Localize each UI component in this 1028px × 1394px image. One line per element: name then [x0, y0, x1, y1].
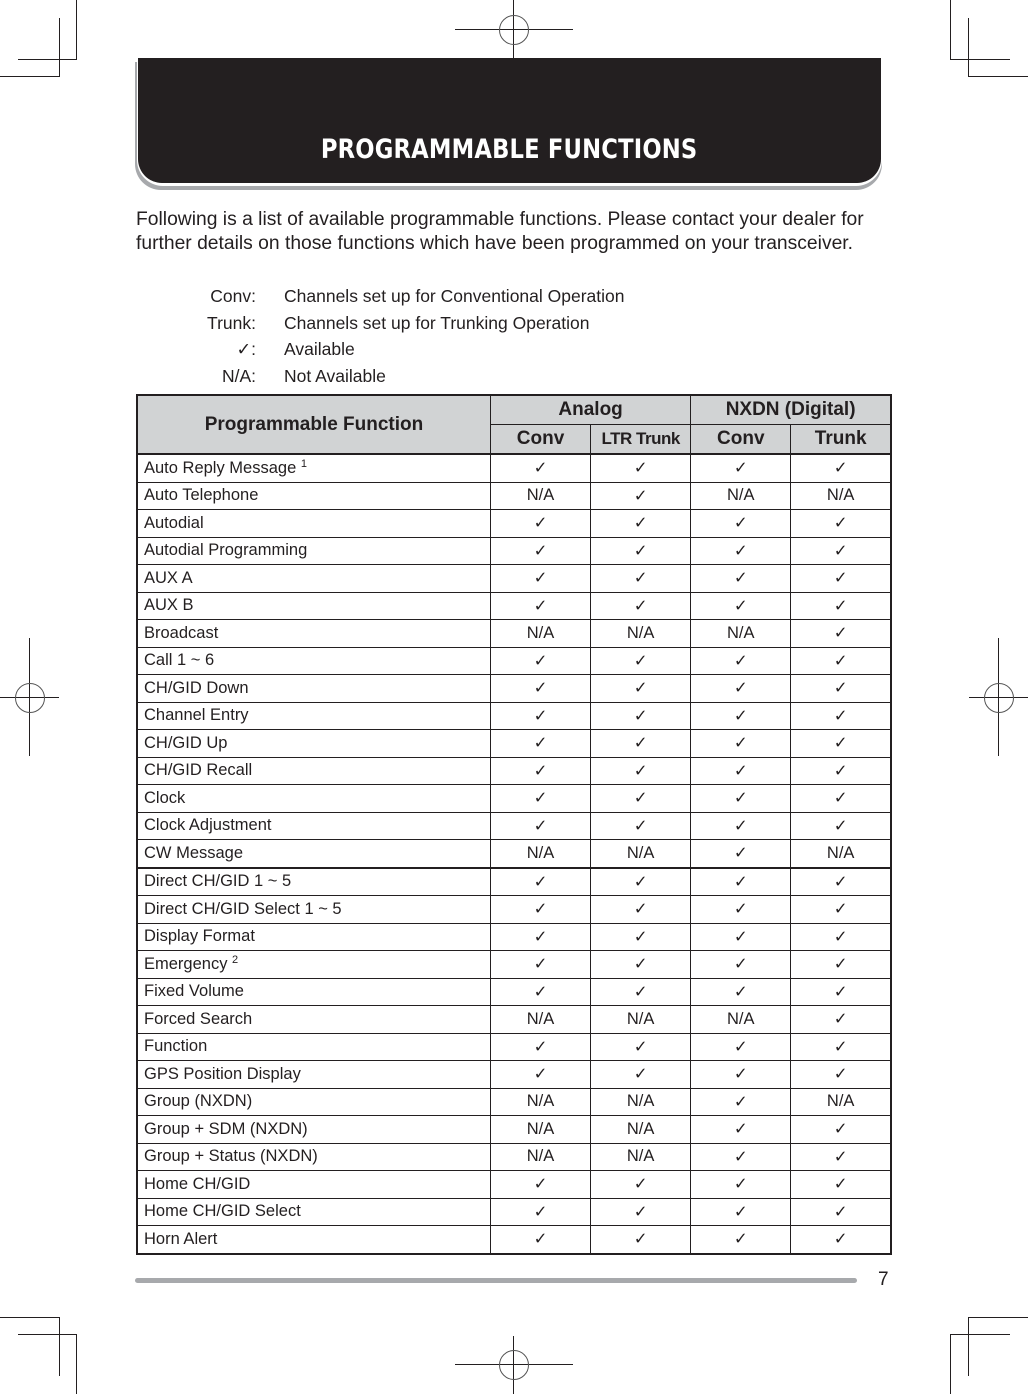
checkmark-icon: ✓ — [591, 454, 691, 482]
checkmark-icon: ✓ — [490, 565, 590, 593]
registration-circle-icon — [499, 1350, 529, 1380]
function-name: Display Format — [144, 927, 255, 946]
legend-item — [136, 283, 625, 310]
checkmark-icon: ✓ — [490, 923, 590, 951]
checkmark-icon: ✓ — [791, 454, 891, 482]
checkmark-icon: ✓ — [490, 1061, 590, 1089]
function-name-cell — [137, 1088, 490, 1116]
footnote-marker: 2 — [232, 953, 239, 966]
function-name: Forced Search — [144, 1009, 253, 1028]
legend-item — [136, 363, 625, 390]
function-name: Direct CH/GID Select 1 ~ 5 — [144, 899, 342, 918]
function-name: CW Message — [144, 843, 244, 862]
checkmark-icon: ✓ — [591, 730, 691, 758]
checkmark-icon: ✓ — [691, 454, 791, 482]
crop-mark — [950, 1334, 1010, 1335]
table-row — [137, 647, 891, 675]
table-row — [137, 812, 891, 840]
not-available-cell: N/A — [691, 620, 791, 648]
checkmark-icon: ✓ — [791, 537, 891, 565]
footer-rule — [135, 1278, 857, 1283]
checkmark-icon: ✓ — [691, 510, 791, 538]
checkmark-icon: ✓ — [691, 537, 791, 565]
checkmark-icon: ✓ — [591, 757, 691, 785]
checkmark-icon: ✓ — [791, 1226, 891, 1254]
checkmark-icon: ✓ — [490, 978, 590, 1006]
checkmark-icon: ✓ — [691, 757, 791, 785]
checkmark-icon: ✓ — [791, 1171, 891, 1199]
function-name: Auto Reply Message — [144, 458, 297, 477]
function-name-cell — [137, 840, 490, 868]
legend-value: Channels set up for Trunking Operation — [284, 312, 590, 333]
table-body — [137, 454, 891, 1254]
checkmark-icon: ✓ — [591, 978, 691, 1006]
table-row — [137, 1088, 891, 1116]
function-name: Emergency — [144, 954, 228, 973]
checkmark-icon: ✓ — [791, 923, 891, 951]
checkmark-icon: ✓ — [791, 1061, 891, 1089]
function-name-cell — [137, 482, 490, 510]
crop-mark — [18, 1334, 77, 1335]
function-name-cell — [137, 896, 490, 924]
checkmark-icon: ✓ — [591, 951, 691, 979]
checkmark-icon: ✓ — [791, 757, 891, 785]
checkmark-icon: ✓ — [691, 1061, 791, 1089]
function-name-cell — [137, 757, 490, 785]
table-row — [137, 1033, 891, 1061]
checkmark-icon: ✓ — [791, 1033, 891, 1061]
function-name-cell — [137, 675, 490, 703]
checkmark-icon: ✓ — [791, 1143, 891, 1171]
column-group-analog: Analog — [490, 395, 690, 425]
function-name: Horn Alert — [144, 1229, 218, 1248]
not-available-cell: N/A — [490, 1116, 590, 1144]
checkmark-icon: ✓ — [591, 1061, 691, 1089]
function-name-cell — [137, 1033, 490, 1061]
checkmark-icon: ✓ — [490, 647, 590, 675]
function-name-cell — [137, 537, 490, 565]
function-name: CH/GID Recall — [144, 761, 253, 780]
column-header-function: Programmable Function — [137, 395, 490, 454]
not-available-cell: N/A — [490, 620, 590, 648]
function-name-cell — [137, 923, 490, 951]
function-name: AUX B — [144, 596, 194, 615]
checkmark-icon: ✓ — [691, 868, 791, 896]
function-name: Call 1 ~ 6 — [144, 651, 215, 670]
function-name: Autodial — [144, 513, 204, 532]
table-row — [137, 1171, 891, 1199]
legend-value: Not Available — [284, 365, 386, 386]
checkmark-icon: ✓ — [691, 923, 791, 951]
crop-mark — [18, 59, 77, 60]
checkmark-icon: ✓ — [691, 1033, 791, 1061]
checkmark-icon: ✓ — [490, 812, 590, 840]
table-row — [137, 840, 891, 868]
legend-item — [136, 310, 625, 337]
checkmark-icon: ✓ — [591, 785, 691, 813]
not-available-cell: N/A — [591, 1006, 691, 1034]
column-header-nxdn-trunk: Trunk — [791, 425, 891, 455]
checkmark-icon: ✓ — [490, 1226, 590, 1254]
checkmark-icon: ✓ — [490, 592, 590, 620]
table-row — [137, 730, 891, 758]
intro-paragraph: Following is a list of available programmable functions. Please contact your dealer for further details on those functions which have been programmed on your transceiver. — [136, 209, 864, 254]
checkmark-icon: ✓ — [591, 1033, 691, 1061]
table-row — [137, 537, 891, 565]
function-name-cell — [137, 868, 490, 896]
crop-mark — [0, 1317, 60, 1318]
crop-mark — [968, 76, 1028, 77]
checkmark-icon: ✓ — [791, 565, 891, 593]
function-name-cell — [137, 1006, 490, 1034]
function-name-cell — [137, 454, 490, 482]
function-name: Autodial Programming — [144, 541, 308, 560]
not-available-cell: N/A — [591, 620, 691, 648]
checkmark-icon: ✓ — [591, 510, 691, 538]
function-name-cell — [137, 647, 490, 675]
table-row — [137, 510, 891, 538]
crop-mark — [59, 1317, 60, 1376]
function-name-cell — [137, 565, 490, 593]
function-name: Direct CH/GID 1 ~ 5 — [144, 872, 292, 891]
function-name: Broadcast — [144, 623, 219, 642]
table-row — [137, 675, 891, 703]
section-banner — [138, 58, 881, 183]
checkmark-icon: ✓ — [691, 1226, 791, 1254]
not-available-cell: N/A — [691, 482, 791, 510]
table-row — [137, 1226, 891, 1254]
function-name: Clock Adjustment — [144, 816, 272, 835]
function-name-cell — [137, 978, 490, 1006]
table-row — [137, 1116, 891, 1144]
checkmark-icon: ✓ — [691, 647, 791, 675]
legend — [136, 283, 625, 390]
table-row — [137, 1143, 891, 1171]
legend-key: N/A: — [221, 365, 256, 386]
crop-mark — [950, 59, 1010, 60]
crop-mark — [950, 1334, 951, 1394]
checkmark-icon: ✓ — [791, 730, 891, 758]
not-available-cell: N/A — [791, 1088, 891, 1116]
checkmark-icon: ✓ — [490, 702, 590, 730]
checkmark-icon: ✓ — [691, 840, 791, 868]
checkmark-icon: ✓ — [591, 868, 691, 896]
checkmark-icon: ✓ — [591, 812, 691, 840]
checkmark-icon: ✓ — [691, 896, 791, 924]
checkmark-icon: ✓ — [791, 702, 891, 730]
table-row — [137, 592, 891, 620]
function-name-cell — [137, 785, 490, 813]
checkmark-icon: ✓ — [591, 592, 691, 620]
crop-mark — [968, 18, 969, 77]
checkmark-icon: ✓ — [591, 896, 691, 924]
function-name-cell — [137, 730, 490, 758]
function-name-cell — [137, 510, 490, 538]
not-available-cell: N/A — [490, 1143, 590, 1171]
function-name: Channel Entry — [144, 706, 249, 725]
table-row — [137, 868, 891, 896]
checkmark-icon: ✓ — [591, 702, 691, 730]
table-row — [137, 482, 891, 510]
table-row — [137, 620, 891, 648]
checkmark-icon: ✓ — [691, 812, 791, 840]
checkmark-icon: ✓ — [791, 785, 891, 813]
crop-mark — [76, 1334, 77, 1394]
checkmark-icon: ✓ — [591, 1198, 691, 1226]
checkmark-icon: ✓ — [490, 896, 590, 924]
checkmark-icon: ✓ — [490, 757, 590, 785]
table-row — [137, 896, 891, 924]
checkmark-icon: ✓ — [490, 868, 590, 896]
checkmark-icon: ✓ — [490, 730, 590, 758]
table-row — [137, 454, 891, 482]
legend-key: Trunk: — [207, 312, 256, 333]
checkmark-icon: ✓ — [791, 1198, 891, 1226]
crop-mark — [59, 18, 60, 77]
page-title: PROGRAMMABLE FUNCTIONS — [321, 134, 698, 165]
checkmark-icon: ✓ — [691, 702, 791, 730]
footnote-marker: 1 — [300, 457, 307, 470]
table-row — [137, 1061, 891, 1089]
checkmark-icon: ✓: — [236, 339, 256, 360]
column-header-analog-ltr-trunk: LTR Trunk — [591, 425, 691, 455]
checkmark-icon: ✓ — [691, 1116, 791, 1144]
legend-key: Conv: — [210, 285, 256, 306]
checkmark-icon: ✓ — [591, 647, 691, 675]
crop-mark — [950, 0, 951, 60]
crop-mark — [0, 76, 60, 77]
function-name-cell — [137, 1116, 490, 1144]
table-row — [137, 1198, 891, 1226]
table-row — [137, 702, 891, 730]
checkmark-icon: ✓ — [490, 1171, 590, 1199]
function-name-cell — [137, 951, 490, 979]
checkmark-icon: ✓ — [791, 978, 891, 1006]
legend-value: Available — [284, 339, 355, 360]
checkmark-icon: ✓ — [490, 1198, 590, 1226]
table-row — [137, 565, 891, 593]
not-available-cell: N/A — [591, 1143, 691, 1171]
table-row — [137, 757, 891, 785]
checkmark-icon: ✓ — [691, 592, 791, 620]
checkmark-icon: ✓ — [691, 978, 791, 1006]
function-name: CH/GID Down — [144, 678, 249, 697]
not-available-cell: N/A — [591, 1088, 691, 1116]
function-name-cell — [137, 702, 490, 730]
checkmark-icon: ✓ — [791, 896, 891, 924]
not-available-cell: N/A — [490, 1088, 590, 1116]
function-name-cell — [137, 812, 490, 840]
checkmark-icon: ✓ — [691, 1171, 791, 1199]
column-header-nxdn-conv: Conv — [691, 425, 791, 455]
table-row — [137, 978, 891, 1006]
table-row — [137, 1006, 891, 1034]
checkmark-icon: ✓ — [490, 785, 590, 813]
checkmark-icon: ✓ — [591, 675, 691, 703]
checkmark-icon: ✓ — [490, 510, 590, 538]
function-name: Home CH/GID Select — [144, 1202, 301, 1221]
column-header-analog-conv: Conv — [490, 425, 590, 455]
checkmark-icon: ✓ — [791, 592, 891, 620]
function-name-cell — [137, 1171, 490, 1199]
not-available-cell: N/A — [591, 840, 691, 868]
checkmark-icon: ✓ — [791, 510, 891, 538]
checkmark-icon: ✓ — [591, 1226, 691, 1254]
function-name-cell — [137, 1061, 490, 1089]
functions-table — [136, 394, 892, 1255]
function-name: CH/GID Up — [144, 733, 228, 752]
checkmark-icon: ✓ — [791, 812, 891, 840]
function-name: Auto Telephone — [144, 486, 259, 505]
checkmark-icon: ✓ — [490, 675, 590, 703]
checkmark-icon: ✓ — [490, 537, 590, 565]
checkmark-icon: ✓ — [791, 1006, 891, 1034]
function-name: GPS Position Display — [144, 1064, 301, 1083]
function-name: Home CH/GID — [144, 1174, 251, 1193]
checkmark-icon: ✓ — [490, 1033, 590, 1061]
function-name-cell — [137, 1226, 490, 1254]
checkmark-icon: ✓ — [691, 675, 791, 703]
checkmark-icon: ✓ — [490, 951, 590, 979]
checkmark-icon: ✓ — [591, 1171, 691, 1199]
crop-mark — [968, 1317, 1028, 1318]
page-number: 7 — [878, 1269, 889, 1290]
function-name-cell — [137, 620, 490, 648]
registration-circle-icon — [15, 683, 45, 713]
function-name-cell — [137, 1198, 490, 1226]
function-name: Fixed Volume — [144, 982, 244, 1001]
checkmark-icon: ✓ — [691, 1088, 791, 1116]
not-available-cell: N/A — [490, 482, 590, 510]
column-group-nxdn: NXDN (Digital) — [691, 395, 891, 425]
table-row — [137, 923, 891, 951]
checkmark-icon: ✓ — [791, 951, 891, 979]
checkmark-icon: ✓ — [791, 647, 891, 675]
checkmark-icon: ✓ — [691, 565, 791, 593]
function-name: Group (NXDN) — [144, 1092, 253, 1111]
checkmark-icon: ✓ — [791, 675, 891, 703]
function-name: Clock — [144, 788, 186, 807]
not-available-cell: N/A — [791, 482, 891, 510]
checkmark-icon: ✓ — [591, 482, 691, 510]
function-name-cell — [137, 592, 490, 620]
checkmark-icon: ✓ — [691, 785, 791, 813]
function-name: Function — [144, 1037, 208, 1056]
checkmark-icon: ✓ — [691, 730, 791, 758]
checkmark-icon: ✓ — [691, 1143, 791, 1171]
checkmark-icon: ✓ — [791, 620, 891, 648]
not-available-cell: N/A — [490, 840, 590, 868]
function-name: AUX A — [144, 568, 193, 587]
checkmark-icon: ✓ — [490, 454, 590, 482]
checkmark-icon: ✓ — [591, 537, 691, 565]
registration-circle-icon — [499, 15, 529, 45]
legend-value: Channels set up for Conventional Operation — [284, 285, 625, 306]
crop-mark — [968, 1317, 969, 1376]
crop-mark — [76, 0, 77, 60]
table-row — [137, 951, 891, 979]
table-row — [137, 785, 891, 813]
legend-item — [136, 336, 625, 363]
not-available-cell: N/A — [791, 840, 891, 868]
not-available-cell: N/A — [591, 1116, 691, 1144]
function-name: Group + SDM (NXDN) — [144, 1119, 308, 1138]
function-name: Group + Status (NXDN) — [144, 1147, 318, 1166]
checkmark-icon: ✓ — [691, 1198, 791, 1226]
checkmark-icon: ✓ — [591, 923, 691, 951]
registration-circle-icon — [984, 683, 1014, 713]
not-available-cell: N/A — [490, 1006, 590, 1034]
checkmark-icon: ✓ — [691, 951, 791, 979]
checkmark-icon: ✓ — [791, 1116, 891, 1144]
checkmark-icon: ✓ — [791, 868, 891, 896]
checkmark-icon: ✓ — [591, 565, 691, 593]
not-available-cell: N/A — [691, 1006, 791, 1034]
function-name-cell — [137, 1143, 490, 1171]
